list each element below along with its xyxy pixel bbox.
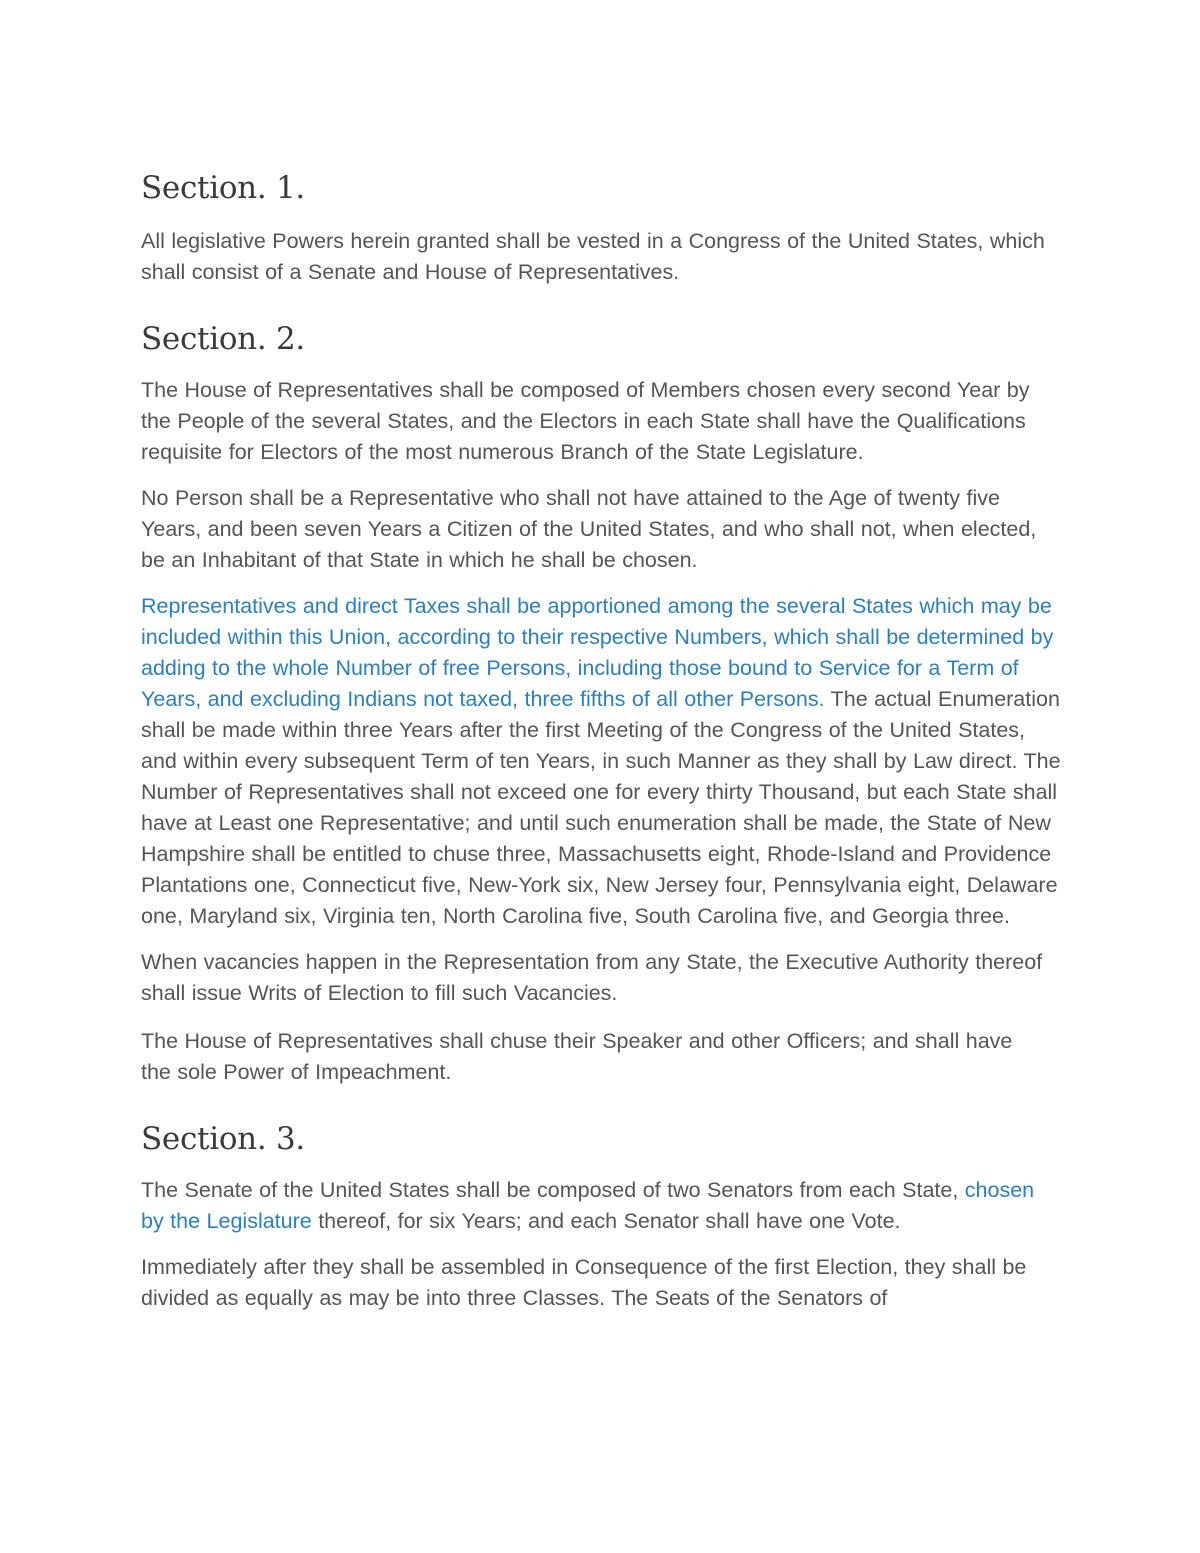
section-1-heading: Section. 1. (141, 170, 305, 206)
section-2-paragraph-5: The House of Representatives shall chuse their Speaker and other Officers; and shall have the sole Power of Impeachment. (141, 1029, 1013, 1084)
section-2-heading: Section. 2. (141, 321, 305, 357)
section-1-paragraph-1: All legislative Powers herein granted shall be vested in a Congress of the United States, which shall consist of a Senate and House of Representatives. (141, 229, 1045, 284)
apportionment-link[interactable]: Representatives and direct Taxes shall be apportioned among the several States which may be included within this Union, according to their respective Numbers, which shall be determined by adding to the whole Number of free Persons, including those bound to Service for a Term of Years, and excluding Indians not taxed, three fifths of all other Persons. (141, 594, 1054, 711)
section-3-heading: Section. 3. (141, 1121, 305, 1157)
section-2-paragraph-2: No Person shall be a Representative who shall not have attained to the Age of twenty five Years, and been seven Years a Citizen of the United States, and who shall not, when elected, be an Inhabitant of that State in which he shall be chosen. (141, 486, 1037, 572)
section-3-paragraph-1-end: thereof, for six Years; and each Senator shall have one Vote. (311, 1209, 901, 1233)
section-2-paragraph-1: The House of Representatives shall be composed of Members chosen every second Year by the People of the several States, and the Electors in each State shall have the Qualifications requisite for Electors of the most numerous Branch of the State Legislature. (141, 378, 1030, 464)
section-2-paragraph-3 (141, 591, 1066, 932)
section-2-paragraph-3-rest: The actual Enumeration shall be made within three Years after the first Meeting of the Congress of the United States, and within every subsequent Term of ten Years, in such Manner as they shall by Law direct. The Number of Representatives shall not exceed one for every thirty Thousand, but each State shall have at Least one Representative; and until such enumeration shall be made, the State of New Hampshire shall be entitled to chuse three, Massachusetts eight, Rhode-Island and Providence Plantations one, Connecticut five, New-York six, New Jersey four, Pennsylvania eight, Delaware one, Maryland six, Virginia ten, North Carolina five, South Carolina five, and Georgia three. (141, 687, 1061, 928)
legislature-link[interactable]: chosen by the Legislature (141, 1178, 1035, 1233)
section-3-paragraph-1-start: The Senate of the United States shall be composed of two Senators from each State, (141, 1178, 965, 1202)
document-page (141, 160, 1066, 1314)
section-2-paragraph-4: When vacancies happen in the Representation from any State, the Executive Authority thereof shall issue Writs of Election to fill such Vacancies. (141, 950, 1043, 1005)
section-3-paragraph-1 (141, 1175, 1046, 1237)
section-3-paragraph-2: Immediately after they shall be assembled in Consequence of the first Election, they shall be divided as equally as may be into three Classes. The Seats of the Senators of (141, 1255, 1027, 1310)
